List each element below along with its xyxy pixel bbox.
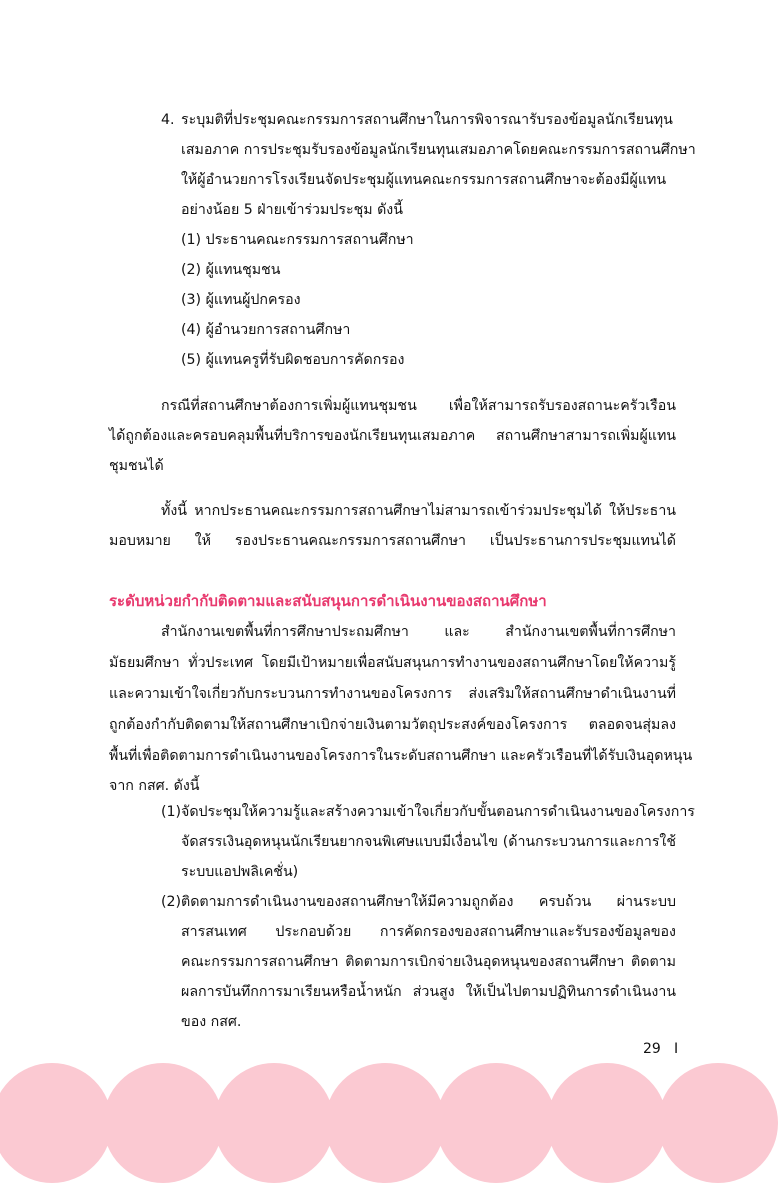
support-item-line: คณะกรรมการสถานศึกษา ติดตามการเบิกจ่ายเงินอุดหนุนของสถานศึกษา ติดตาม xyxy=(181,954,676,970)
decorative-circle xyxy=(547,1063,667,1183)
decorative-circle xyxy=(214,1063,334,1183)
paragraph-line: ชุมชนได้ xyxy=(109,458,164,474)
sub-item-1: (1) ประธานคณะกรรมการสถานศึกษา xyxy=(181,232,414,248)
paragraph-line: และความเข้าใจเกี่ยวกับกระบวนการทำงานของโครงการ ส่งเสริมให้สถานศึกษาดำเนินงานที่ xyxy=(109,686,676,702)
page-number: 29 xyxy=(643,1041,661,1057)
paragraph-line: สำนักงานเขตพื้นที่การศึกษาประถมศึกษา และ สำนักงานเขตพื้นที่การศึกษา xyxy=(161,624,676,640)
decorative-circle xyxy=(658,1063,778,1183)
support-item-line: ติดตามการดำเนินงานของสถานศึกษาให้มีความถูกต้อง ครบถ้วน ผ่านระบบ xyxy=(181,894,676,910)
paragraph-line: กรณีที่สถานศึกษาต้องการเพิ่มผู้แทนชุมชน เพื่อให้สามารถรับรองสถานะครัวเรือน xyxy=(161,398,676,414)
support-item-line: ผลการบันทึกการมาเรียนหรือน้ำหนัก ส่วนสูง ให้เป็นไปตามปฏิทินการดำเนินงาน xyxy=(181,984,676,1000)
paragraph-line: จาก กสศ. ดังนี้ xyxy=(109,778,200,794)
section-heading: ระดับหน่วยกำกับติดตามและสนับสนุนการดำเนินงานของสถานศึกษา xyxy=(109,592,547,610)
paragraph-line: ทั้งนี้ หากประธานคณะกรรมการสถานศึกษาไม่สามารถเข้าร่วมประชุมได้ ให้ประธาน xyxy=(161,503,676,519)
sub-item-3: (3) ผู้แทนผู้ปกครอง xyxy=(181,292,301,308)
page-separator: I xyxy=(674,1041,679,1057)
sub-item-5: (5) ผู้แทนครูที่รับผิดชอบการคัดกรอง xyxy=(181,352,405,368)
item-4-number: 4. xyxy=(161,112,175,128)
paragraph-line: ถูกต้องกำกับติดตามให้สถานศึกษาเบิกจ่ายเงินตามวัตถุประสงค์ของโครงการ ตลอดจนสุ่มลง xyxy=(109,717,676,733)
support-item-line: จัดสรรเงินอุดหนุนนักเรียนยากจนพิเศษแบบมีเงื่อนไข (ด้านกระบวนการและการใช้ xyxy=(181,834,676,850)
support-item-number: (2) xyxy=(161,894,182,910)
item-4-line-4: อย่างน้อย 5 ฝ่ายเข้าร่วมประชุม ดังนี้ xyxy=(181,202,403,218)
decorative-circle xyxy=(436,1063,556,1183)
paragraph-line: มัธยมศึกษา ทั่วประเทศ โดยมีเป้าหมายเพื่อสนับสนุนการทำงานของสถานศึกษาโดยให้ความรู้ xyxy=(109,655,676,671)
paragraph-line: ได้ถูกต้องและครอบคลุมพื้นที่บริการของนักเรียนทุนเสมอภาค สถานศึกษาสามารถเพิ่มผู้แทน xyxy=(109,428,676,444)
paragraph-line: พื้นที่เพื่อติดตามการดำเนินงานของโครงการในระดับสถานศึกษา และครัวเรือนที่ได้รับเงินอุดหนุน xyxy=(109,748,693,764)
sub-item-4: (4) ผู้อำนวยการสถานศึกษา xyxy=(181,322,351,338)
support-item-line: สารสนเทศ ประกอบด้วย การคัดกรองของสถานศึกษาและรับรองข้อมูลของ xyxy=(181,924,676,940)
support-item-line: ของ กสศ. xyxy=(181,1014,242,1030)
support-item-line: ระบบแอปพลิเคชั่น) xyxy=(181,864,299,880)
support-item-number: (1) xyxy=(161,804,182,820)
item-4-line-1: ระบุมติที่ประชุมคณะกรรมการสถานศึกษาในการพิจารณารับรองข้อมูลนักเรียนทุน xyxy=(181,112,673,128)
item-4-line-2: เสมอภาค การประชุมรับรองข้อมูลนักเรียนทุนเสมอภาคโดยคณะกรรมการสถานศึกษา xyxy=(181,142,696,158)
decorative-circle xyxy=(325,1063,445,1183)
decorative-circle xyxy=(0,1063,112,1183)
sub-item-2: (2) ผู้แทนชุมชน xyxy=(181,262,281,278)
paragraph-line: มอบหมาย ให้ รองประธานคณะกรรมการสถานศึกษา เป็นประธานการประชุมแทนได้ xyxy=(109,533,676,549)
decorative-circle xyxy=(103,1063,223,1183)
support-item-line: จัดประชุมให้ความรู้และสร้างความเข้าใจเกี่ยวกับขั้นตอนการดำเนินงานของโครงการ xyxy=(181,804,695,820)
item-4-line-3: ให้ผู้อำนวยการโรงเรียนจัดประชุมผู้แทนคณะกรรมการสถานศึกษาจะต้องมีผู้แทน xyxy=(181,172,667,188)
